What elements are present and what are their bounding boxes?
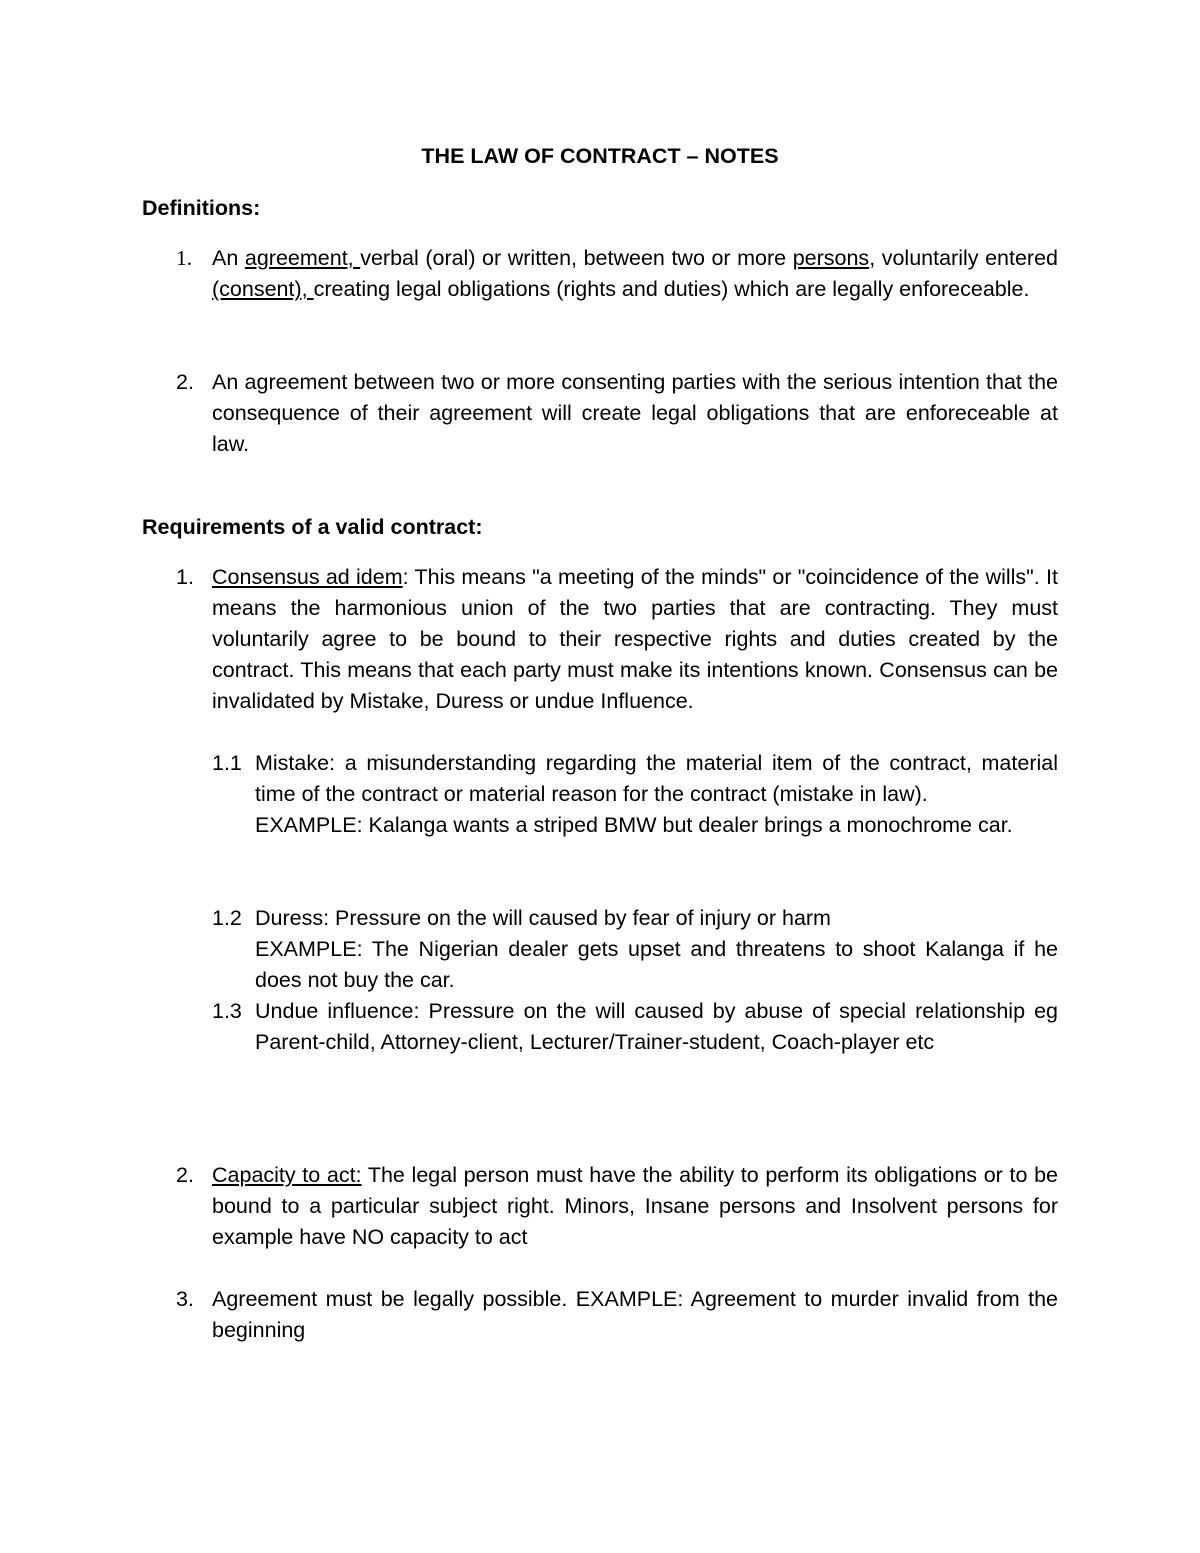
subitem-text: Undue influence: Pressure on the will caused by abuse of special relationship eg Parent-child, Attorney-client, Lecturer/Trainer-student, Coach-player etc [255, 999, 1058, 1054]
definition-number-1: 1. [176, 246, 193, 270]
requirement-number-1: 1. [176, 565, 194, 589]
page-title: THE LAW OF CONTRACT – NOTES [421, 144, 779, 168]
term-capacity-to-act: Capacity to act: [212, 1163, 362, 1187]
definition-item-1 [142, 243, 1058, 305]
definition-1-part: creating legal obligations (rights and duties) which are legally enforeceable. [313, 277, 1030, 301]
definitions-heading: Definitions: [142, 196, 261, 220]
requirement-text-1 [212, 562, 1058, 717]
subitem-text: Duress: Pressure on the will caused by fear of injury or harm [255, 906, 831, 930]
requirement-number-2: 2. [176, 1163, 194, 1187]
definition-number-2: 2. [176, 370, 194, 394]
requirements-heading: Requirements of a valid contract: [142, 515, 483, 539]
definition-1-part: , voluntarily entered [869, 246, 1058, 270]
requirement-text-2 [212, 1160, 1058, 1253]
subitem-example: EXAMPLE: The Nigerian dealer gets upset and threatens to shoot Kalanga if he does not buy the car. [255, 937, 1058, 992]
definition-item-2 [142, 367, 1058, 460]
requirement-number-3: 3. [176, 1287, 194, 1311]
definition-1-part: An [212, 246, 245, 270]
subitem-text: Mistake: a misunderstanding regarding the material item of the contract, material time of the contract or material reason for the contract (mistake in law). [255, 751, 1058, 806]
requirement-item-3 [142, 1284, 1058, 1346]
requirement-text-3: Agreement must be legally possible. EXAMPLE: Agreement to murder invalid from the beginning [212, 1287, 1058, 1342]
term-consent: (consent), [212, 277, 314, 301]
subitem-example: EXAMPLE: Kalanga wants a striped BMW but dealer brings a monochrome car. [255, 813, 1013, 837]
definition-1-part: verbal (oral) or written, between two or more [360, 246, 793, 270]
term-consensus-ad-idem: Consensus ad idem [212, 565, 403, 589]
term-agreement: agreement, [244, 246, 361, 270]
subitem-number: 1.3 [212, 999, 242, 1023]
requirement-item-1 [142, 562, 1058, 717]
subitem-1-1 [212, 748, 1058, 841]
definition-text-1 [212, 243, 1058, 305]
requirement-2-body: The legal person must have the ability to perform its obligations or to be bound to a particular subject right. Minors, Insane persons and Insolvent persons for example have NO capacity to act [212, 1163, 1058, 1249]
requirement-1-body: : This means "a meeting of the minds" or "coincidence of the wills". It means the harmonious union of the two parties that are contracting. They must voluntarily agree to be bound to their respective rights and duties created by the contract. This means that each party must make its intentions known. Consensus can be invalidated by Mistake, Duress or undue Influence. [212, 565, 1058, 713]
definition-text-2: An agreement between two or more consenting parties with the serious intention that the consequence of their agreement will create legal obligations that are enforeceable at law. [212, 370, 1058, 456]
term-persons: persons [792, 246, 870, 270]
subitem-number: 1.1 [212, 751, 242, 775]
subitem-number: 1.2 [212, 906, 242, 930]
subitem-1-2 [212, 903, 1058, 996]
requirement-item-2 [142, 1160, 1058, 1253]
subitem-1-3 [212, 996, 1058, 1058]
